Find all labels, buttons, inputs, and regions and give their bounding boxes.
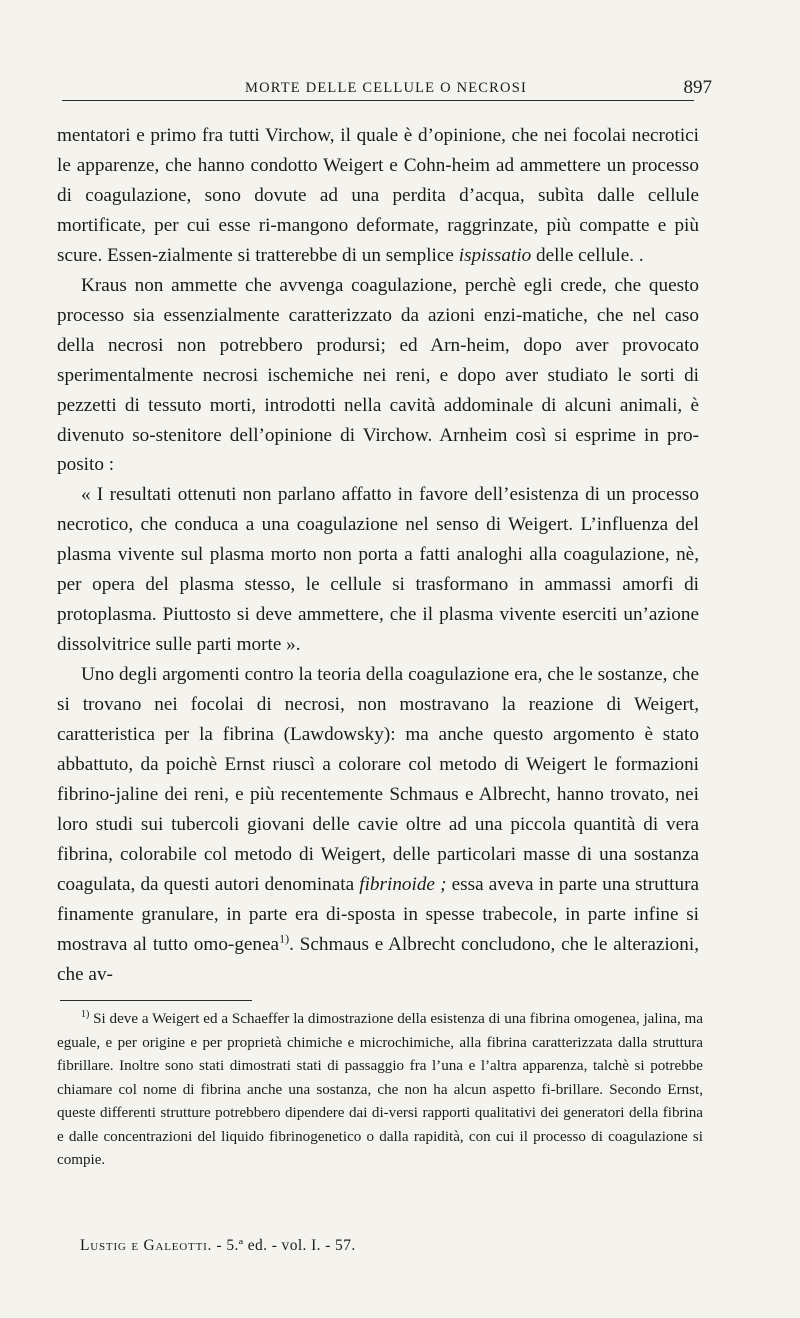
paragraph-4-text: Uno degli argomenti contro la teoria della coagulazione era, che le sostanze, che si trovano nei focolai di necrosi, non mostravano la reazione di Weigert, caratteristica per la fibrina (Lawdowsky): ma anche questo argomento è stato abbattuto, da poichè Ernst riuscì a colorare col metodo di Weigert le formazioni fibrino-jaline dei reni, e più recentemente Schmaus e Albrecht, hanno trovato, nei loro studi sui tubercoli giovani delle cavie oltre ad una piccola quantità di vera fibrina, colorabile col metodo di Weigert, delle particolari masse di una sostanza coagulata, da questi autori denominata bbox=[57, 664, 699, 895]
paragraph-1-italic: ispissatio bbox=[458, 244, 532, 266]
paragraph-4-tail-2: . Schmaus e Albrecht concludono, che le alterazioni, che av- bbox=[57, 933, 700, 985]
paragraph-1-tail: delle cellule. . bbox=[531, 244, 644, 266]
footnote bbox=[57, 1008, 703, 1173]
paragraph-3-quotation: « I resultati ottenuti non parlano affatto in favore dell’esistenza di un processo necrotico, che conduca a una coagulazione nel senso di Weigert. L’influenza del plasma vivente sul plasma morto non porta a fatti analoghi alla coagulazione, nè, per opera del plasma stesso, le cellule si trasformano in ammassi amorfi di protoplasma. Piuttosto si deve ammettere, che il plasma vivente eserciti un’azione dissolvitrice sulle parti morte ». bbox=[57, 484, 699, 656]
header-rule bbox=[62, 100, 694, 101]
page-header bbox=[60, 74, 712, 100]
page-number: 897 bbox=[683, 77, 712, 98]
paragraph-4 bbox=[57, 660, 699, 989]
footnote-text: Si deve a Weigert ed a Schaeffer la dimostrazione della esistenza di una fibrina omogenea, jalina, ma eguale, e per origine e per proprietà chimiche e microchimiche, alla fibrina caratterizzata dalla struttura fibrillare. Inoltre sono stati dimostrati stati di passaggio fra l’una e l’altra apparenza, talchè si potrebbe chiamare col nome di fibrina anche una sostanza, che non ha alcun aspetto fi-brillare. Secondo Ernst, queste differenti strutture potrebbero dipendere dai di-versi rapporti qualitativi dei generatori della fibrina e dalle concentrazioni del liquido fibrinogenetico o dalla rapidità, con cui il processo di coagulazione si compie. bbox=[57, 1011, 703, 1168]
paragraph-1-text: mentatori e primo fra tutti Virchow, il quale è d’opinione, che nei focolai necrotici le apparenze, che hanno condotto Weigert e Cohn-heim ad ammettere un processo di coagulazione, sono dovute ad una perdita d’acqua, subìta dalle cellule mortificate, per cui esse ri-mangono deformate, raggrinzate, più compatte e più scure. Essen-zialmente si tratterebbe di un semplice bbox=[57, 125, 699, 266]
printer-signature bbox=[80, 1237, 356, 1255]
footnote-rule bbox=[60, 1000, 252, 1001]
paragraph-4-tail: essa aveva in parte una struttura finamente granulare, in parte era di-sposta in spesse trabecole, in parte infine si mostrava al tutto omo-genea bbox=[57, 873, 700, 955]
footnote-reference: 1) bbox=[279, 931, 290, 946]
running-title: MORTE DELLE CELLULE O NECROSI bbox=[244, 80, 527, 96]
paragraph-2: Kraus non ammette che avvenga coagulazione, perchè egli crede, che questo processo sia essenzialmente caratterizzato da azioni enzi-matiche, che nel caso della necrosi non potrebbero prodursi; ed Arn-heim, dopo aver provocato sperimentalmente necrosi ischemiche nei reni, e dopo aver studiato le sorti di pezzetti di tessuto morti, introdotti nella cavità addominale di alcuni animali, è divenuto so-stenitore dell’opinione di Virchow. Arnheim così si esprime in pro-posito : bbox=[57, 274, 699, 476]
paragraph-1 bbox=[57, 121, 699, 271]
signature-edition: - 5.ª ed. - vol. I. - 57. bbox=[212, 1237, 356, 1254]
signature-authors: Lustig e Galeotti. bbox=[80, 1237, 213, 1254]
footnote-mark: 1) bbox=[81, 1008, 90, 1020]
paragraph-4-italic: fibrinoide ; bbox=[359, 873, 447, 895]
body-text bbox=[57, 121, 699, 990]
